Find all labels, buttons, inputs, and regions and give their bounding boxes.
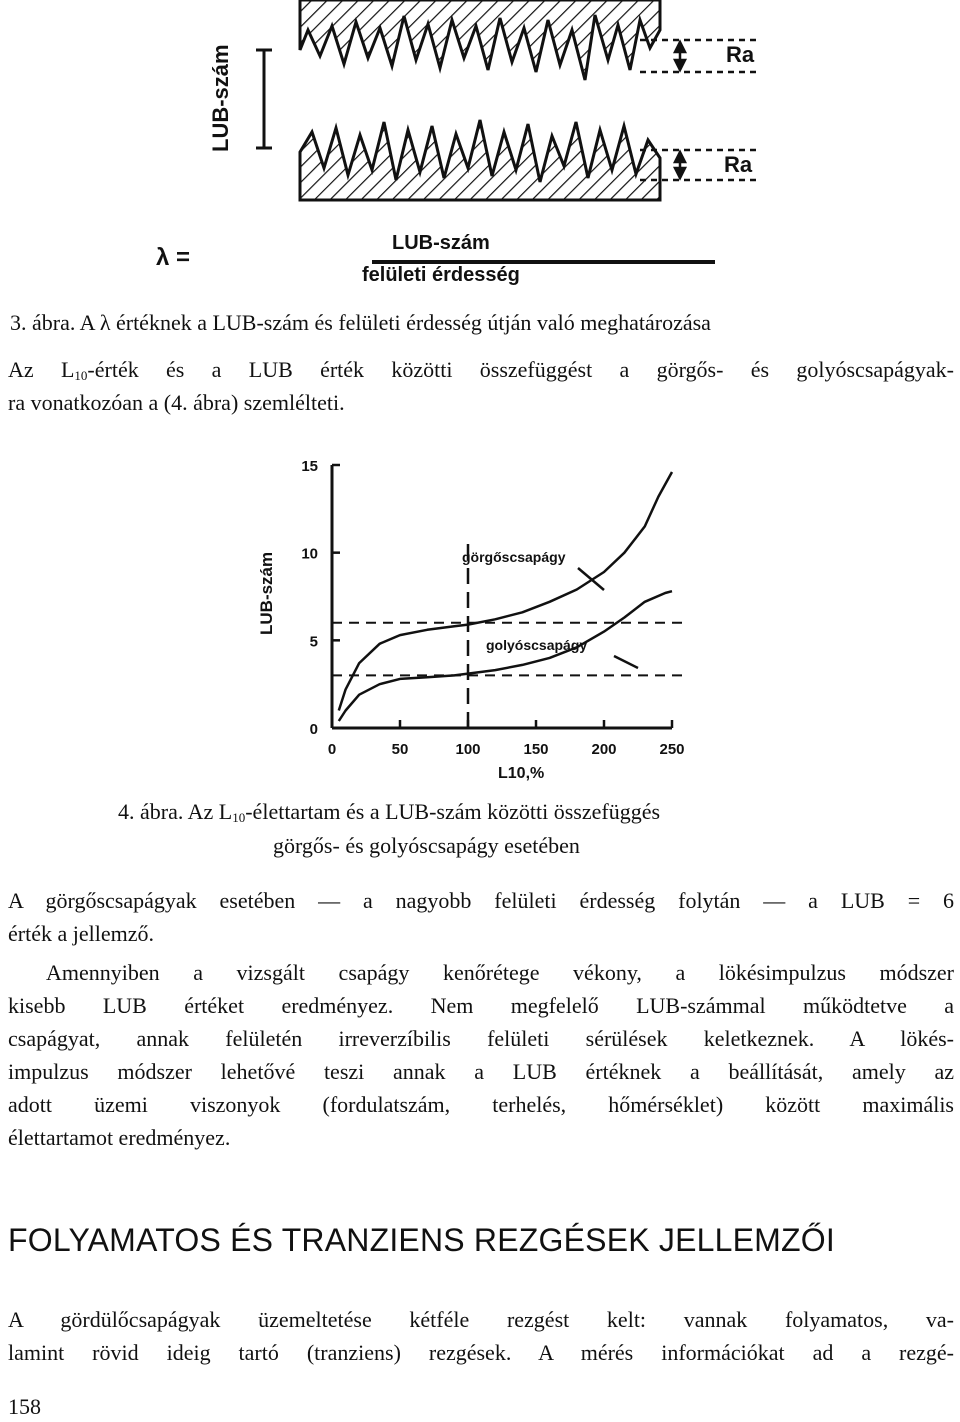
x-tick-label: 150 bbox=[523, 741, 549, 758]
upper-rough-surface bbox=[300, 0, 660, 80]
y-tick-label: 0 bbox=[309, 721, 318, 738]
section-heading: FOLYAMATOS ÉS TRANZIENS REZGÉSEK JELLEMZŐI bbox=[8, 1222, 835, 1258]
x-tick-label: 100 bbox=[455, 741, 481, 758]
lower-rough-surface bbox=[300, 120, 660, 200]
lambda-equals: λ = bbox=[156, 244, 191, 271]
x-axis-label: L10,% bbox=[498, 765, 545, 782]
y-axis-label: LUB-szám bbox=[257, 551, 276, 635]
paragraph-vibrations: A gördülőcsapágyak üzemeltetése kétféle rezgést kelt: vannak folyamatos, va- lamint rövid ideig tartó (tranziens) rezgések. A mérés információkat ad a rezgé- bbox=[8, 1307, 954, 1365]
x-tick-label: 250 bbox=[659, 741, 685, 758]
y-tick-label: 10 bbox=[301, 545, 318, 563]
fraction-numerator: LUB-szám bbox=[392, 232, 490, 254]
paragraph-shock-pulse: Amennyiben a vizsgált csapágy kenőrétege vékony, a lökésimpulzus módszer kisebb LUB értéket eredményez. Nem megfelelő LUB-számmal működtetve a csapágyat, annak felületén irreverzíbilis felületi sérülések keletkeznek. A lökés- impulzus módszer lehetővé teszi annak a LUB értéknek a beállítását, amely az adott üzemi viszonyok (fordulatszám, terhelés, hőmérséklet) között maximális élettartamot eredményez. bbox=[8, 960, 954, 1150]
figure-3-caption: 3. ábra. A λ értéknek a LUB-szám és felületi érdesség útján való meghatározása bbox=[10, 310, 711, 335]
fraction-denominator: felületi érdesség bbox=[362, 264, 520, 286]
series-label-ball: golyóscsapágy bbox=[486, 637, 588, 653]
x-tick-label: 50 bbox=[391, 741, 409, 758]
figure-4-caption: 4. ábra. Az $L_{10}$-élettartam és a LUB-szám közötti összefüggés görgős- és golyóscsapágy esetében bbox=[118, 799, 661, 858]
figure-4-chart bbox=[240, 450, 720, 790]
lub-bracket bbox=[256, 50, 272, 148]
paragraph-intro: Az $L_{10}$-érték és a LUB érték közötti összefüggést a görgős- és golyóscsapágyak- ra vonatkozóan a (4. ábra) szemlélteti. bbox=[8, 357, 955, 415]
y-tick-label: 5 bbox=[309, 633, 318, 651]
lub-axis-label: LUB-szám bbox=[208, 44, 233, 152]
page-number: 158 bbox=[8, 1394, 41, 1419]
series-label-ball-pointer bbox=[614, 656, 638, 668]
paragraph-roller: A görgőscsapágyak esetében — a nagyobb felületi érdesség folytán — a LUB = 6 érték a jellemző. bbox=[8, 888, 954, 946]
x-tick-label: 0 bbox=[327, 741, 337, 758]
x-tick-label: 200 bbox=[591, 741, 617, 758]
ra-bottom-label: Ra bbox=[724, 152, 753, 177]
y-tick-label: 15 bbox=[301, 458, 318, 475]
ra-top-label: Ra bbox=[726, 42, 755, 67]
series-label-roller: görgőscsapágy bbox=[462, 549, 566, 565]
series-line-ball bbox=[339, 591, 672, 721]
